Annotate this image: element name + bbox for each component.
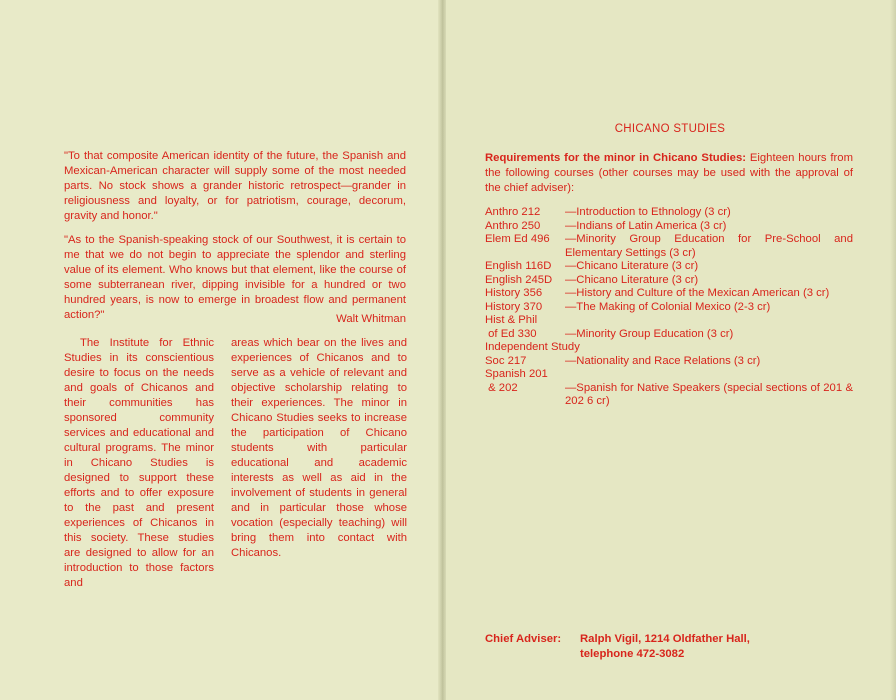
- course-code: English 116D: [485, 260, 552, 272]
- course-code: of Ed 330: [485, 327, 537, 340]
- intro-column-left: [64, 336, 214, 591]
- course-code: Anthro 250: [485, 219, 541, 232]
- course-row: [485, 233, 853, 260]
- page-edge: [890, 0, 896, 700]
- course-code: & 202: [485, 381, 518, 394]
- intro-text-right: areas which bear on the lives and experiences of Chicanos and to serve as a vehicle of relevant and objective scholarship relating to their experiences. The minor in Chicano Studies seeks to increase the participation of Chicano students with particular educational and academic interests as well as aid in the involvement of students in general and in particular those whose vocation (especially teaching) will bring them into contact with Chicanos.: [231, 337, 407, 559]
- course-row: [485, 328, 853, 342]
- intro-column-right: [231, 336, 407, 561]
- course-description: —Introduction to Ethnology (3 cr): [565, 206, 731, 218]
- page-fold: [438, 0, 446, 700]
- course-description: —The Making of Colonial Mexico (2-3 cr): [565, 300, 771, 313]
- whitman-quote-1: "To that composite American identity of the future, the Spanish and Mexican-American character will supply some of the most needed parts. No stock shows a grander historic retrospect—grander in religiousness and loyalty, or for patriotism, courage, decorum, gravity and honor.": [64, 150, 406, 222]
- course-row: [485, 274, 853, 288]
- course-code: History 370: [485, 300, 543, 313]
- course-code: Soc 217: [485, 354, 527, 367]
- course-row: [485, 355, 853, 369]
- adviser-label: Chief Adviser:: [485, 633, 562, 645]
- course-code: Independent Study: [485, 341, 580, 353]
- course-description: —Spanish for Native Speakers (special sections of 201 & 202 6 cr): [565, 381, 853, 407]
- course-row: [485, 287, 853, 301]
- course-row: [485, 206, 853, 220]
- whitman-quote-2: "As to the Spanish-speaking stock of our Southwest, it is certain to me that we do not begin to appreciate the splendor and sterling value of its element. Who knows but that element, like the course of some subterranean river, dipping invisible for a hundred or two hundred years, is now to emerge in broadest flow and permanent action?": [64, 234, 406, 321]
- chief-adviser: [485, 632, 855, 662]
- course-code: Elem Ed 496: [485, 233, 550, 245]
- course-row: [485, 260, 853, 274]
- course-description: —History and Culture of the Mexican American (3 cr): [565, 287, 830, 299]
- requirements-text: Eighteen hours from the following courses (other courses may be used with the approval of the chief adviser):: [485, 152, 854, 194]
- course-code: English 245D: [485, 273, 553, 286]
- course-list: [485, 206, 853, 409]
- course-row: [485, 341, 853, 355]
- adviser-contact: [580, 632, 750, 662]
- adviser-phone: telephone 472-3082: [580, 648, 685, 660]
- quote-attribution: Walt Whitman: [336, 313, 406, 325]
- course-row: [485, 314, 853, 328]
- course-code: History 356: [485, 287, 543, 299]
- adviser-address: Ralph Vigil, 1214 Oldfather Hall,: [580, 633, 750, 645]
- course-row: [485, 368, 853, 382]
- course-code: Hist & Phil: [485, 314, 538, 326]
- course-description: —Indians of Latin America (3 cr): [565, 219, 727, 232]
- intro-text-left: The Institute for Ethnic Studies in its conscientious desire to focus on the needs and goals of Chicanos and their communities has sponsored community services and educational and cultural programs. The minor in Chicano Studies is designed to support these efforts and to offer exposure to the past and present experiences of Chicanos in this society. These studies are designed to allow for an introduction to those factors and: [64, 337, 214, 589]
- course-description: —Chicano Literature (3 cr): [565, 273, 699, 286]
- course-row: [485, 220, 853, 234]
- course-row: [485, 382, 853, 409]
- course-code: Spanish 201: [485, 368, 548, 380]
- course-description: —Minority Group Education for Pre-School and Elementary Settings (3 cr): [565, 233, 853, 259]
- course-description: —Nationality and Race Relations (3 cr): [565, 354, 761, 367]
- requirements-heading: Requirements for the minor in Chicano Studies:: [485, 152, 746, 164]
- course-row: [485, 301, 853, 315]
- course-code: Anthro 212: [485, 206, 541, 218]
- requirements-paragraph: [485, 151, 853, 196]
- course-description: —Minority Group Education (3 cr): [565, 327, 734, 340]
- course-description: —Chicano Literature (3 cr): [565, 260, 699, 272]
- page-title: CHICANO STUDIES: [614, 123, 726, 135]
